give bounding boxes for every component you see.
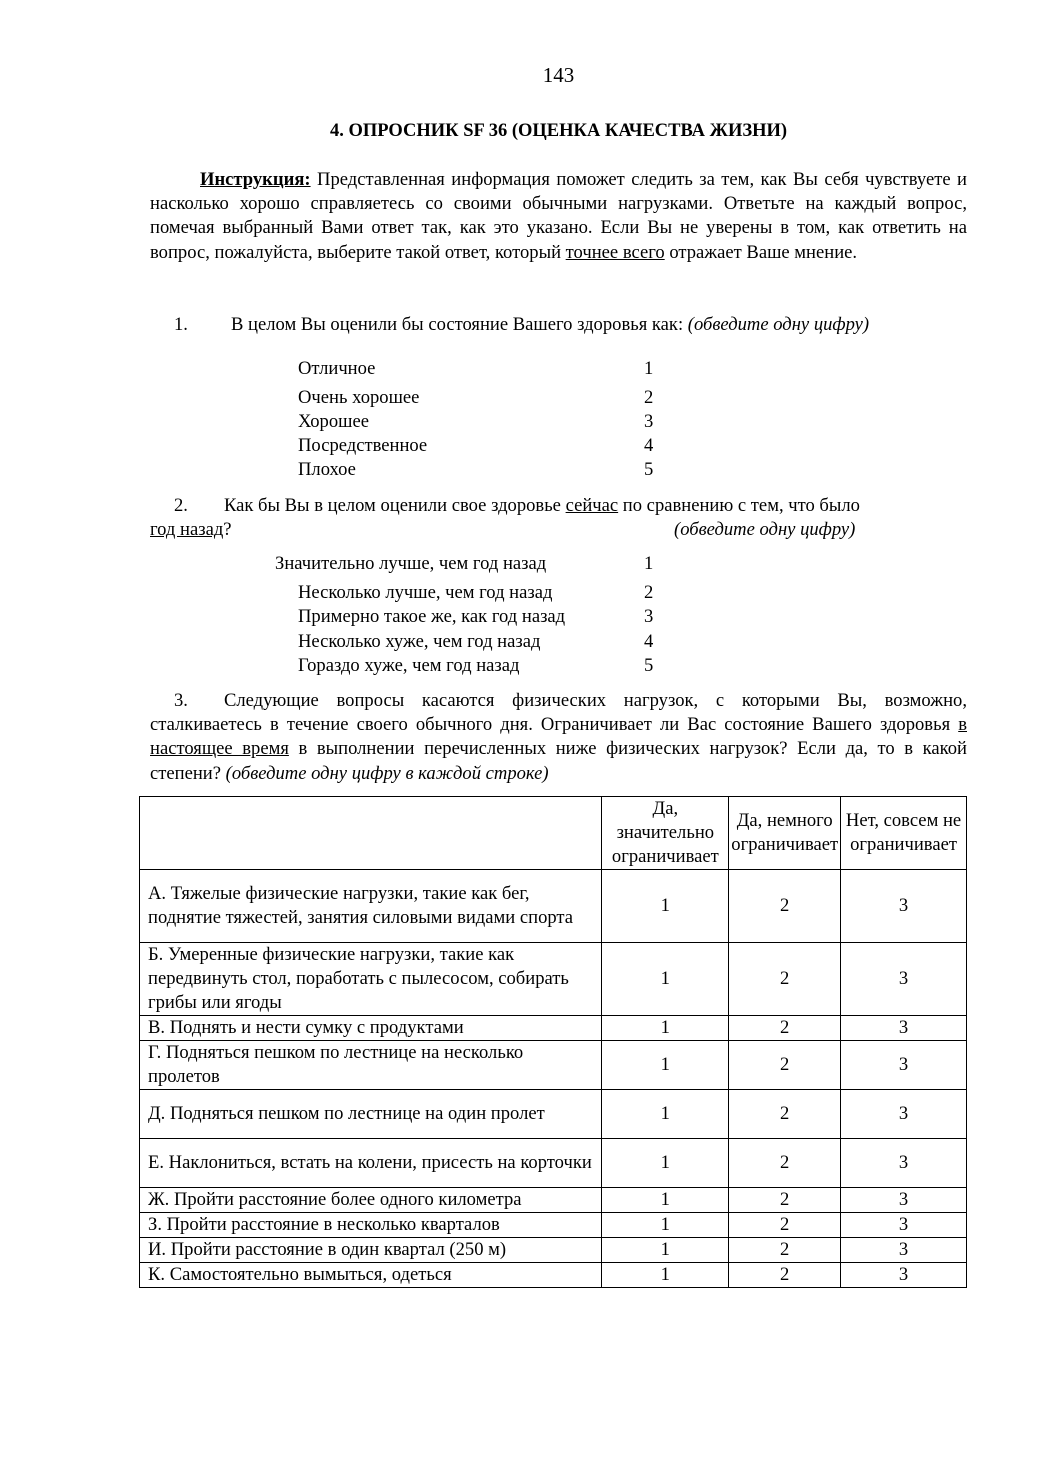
q2-year-ago: год назад: [150, 519, 224, 540]
header-col-3: Нет, совсем не ограничивает: [841, 797, 967, 870]
q2-text: Как бы Вы в целом оценили свое здоровье: [223, 495, 566, 516]
q2-number: 2.: [174, 495, 188, 516]
q2-option-label: Гораздо хуже, чем год назад: [298, 655, 520, 676]
answer-2-cell[interactable]: 2: [729, 1016, 841, 1041]
q2-option-value[interactable]: 5: [644, 655, 654, 676]
document-title: 4. ОПРОСНИК SF 36 (ОЦЕНКА КАЧЕСТВА ЖИЗНИ): [329, 121, 788, 141]
q2-question-line2: [150, 518, 232, 542]
q2-option-value[interactable]: 4: [644, 631, 654, 652]
header-activity: [140, 797, 602, 870]
q3-text-2: в выполнении перечисленных ниже физических нагрузок? Если да, то в какой степени?: [150, 738, 968, 784]
q1-option-label: Отличное: [298, 358, 376, 379]
q1-option-label: Очень хорошее: [298, 387, 420, 408]
q1-number: 1.: [174, 314, 188, 335]
q1-option-value[interactable]: 2: [644, 387, 654, 408]
instruction-paragraph: [150, 168, 967, 265]
q1-option-label: Плохое: [298, 459, 356, 480]
header-col-2: Да, немного ограничивает: [729, 797, 841, 870]
q3-emphasis: в настоящее время: [150, 714, 967, 760]
q1-text: В целом Вы оценили бы состояние Вашего здоровья как:: [231, 314, 688, 335]
answer-1-cell[interactable]: 1: [602, 1041, 729, 1090]
activity-label: В. Поднять и нести сумку с продуктами: [140, 1016, 602, 1041]
q2-text-2: по сравнению с тем, что было: [618, 495, 860, 516]
table-row: [140, 1041, 967, 1090]
instruction-text: Представленная информация поможет следить за тем, как Вы себя чувствуете и насколько хорошо справляетесь со своими обычными нагрузками. Ответьте на каждый вопрос, помечая выбранный Вами ответ так, как это указано. Если Вы не уверены в том, как ответить на вопрос, пожалуйста, выберите такой ответ, который: [150, 169, 967, 263]
activity-label: И. Пройти расстояние в один квартал (250 м): [140, 1238, 602, 1263]
q1-option-value[interactable]: 5: [644, 459, 654, 480]
q2-hint: (обведите одну цифру): [674, 519, 856, 540]
activity-label: Б. Умеренные физические нагрузки, такие как передвинуть стол, поработать с пылесосом, собирать грибы или ягоды: [140, 943, 602, 1016]
activity-label: А. Тяжелые физические нагрузки, такие как бег, поднятие тяжестей, занятия силовыми видами спорта: [140, 870, 602, 943]
activity-label: Е. Наклониться, встать на колени, присесть на корточки: [140, 1139, 602, 1188]
activity-label: З. Пройти расстояние в несколько кварталов: [140, 1213, 602, 1238]
answer-3-cell[interactable]: 3: [841, 1139, 967, 1188]
instruction-label: Инструкция:: [200, 169, 311, 190]
table-row: [140, 1016, 967, 1041]
answer-3-cell[interactable]: 3: [841, 1263, 967, 1288]
table-header-row: [140, 797, 967, 870]
answer-2-cell[interactable]: 2: [729, 1238, 841, 1263]
q1-option-value[interactable]: 3: [644, 411, 654, 432]
answer-3-cell[interactable]: 3: [841, 1090, 967, 1139]
table-row: [140, 1139, 967, 1188]
answer-1-cell[interactable]: 1: [602, 1090, 729, 1139]
q2-question: [150, 494, 967, 518]
q1-option-label: Хорошее: [298, 411, 369, 432]
table-row: [140, 1263, 967, 1288]
q1-hint: (обведите одну цифру): [687, 314, 870, 335]
q2-option-label: Несколько хуже, чем год назад: [298, 631, 541, 652]
answer-1-cell[interactable]: 1: [602, 1139, 729, 1188]
q2-option-label: Несколько лучше, чем год назад: [298, 582, 553, 603]
answer-1-cell[interactable]: 1: [602, 1238, 729, 1263]
q2-option-value[interactable]: 3: [644, 606, 654, 627]
q3-table: [139, 796, 967, 1288]
answer-2-cell[interactable]: 2: [729, 1263, 841, 1288]
answer-2-cell[interactable]: 2: [729, 870, 841, 943]
answer-1-cell[interactable]: 1: [602, 1213, 729, 1238]
instruction-emphasis: точнее всего: [565, 241, 665, 263]
answer-2-cell[interactable]: 2: [729, 943, 841, 1016]
answer-2-cell[interactable]: 2: [729, 1213, 841, 1238]
answer-1-cell[interactable]: 1: [602, 1263, 729, 1288]
table-row: [140, 1238, 967, 1263]
activity-label: Ж. Пройти расстояние более одного километра: [140, 1188, 602, 1213]
table-row: [140, 1090, 967, 1139]
q3-text: Следующие вопросы касаются физических нагрузок, с которыми Вы, возможно, сталкиваетесь в течение своего обычного дня. Ограничивает ли Вас состояние Вашего здоровья: [150, 690, 967, 736]
answer-2-cell[interactable]: 2: [729, 1041, 841, 1090]
q2-option-value[interactable]: 2: [644, 582, 654, 603]
answer-1-cell[interactable]: 1: [602, 870, 729, 943]
q2-option-value[interactable]: 1: [644, 553, 654, 574]
answer-3-cell[interactable]: 3: [841, 870, 967, 943]
q2-option-label: Значительно лучше, чем год назад: [275, 553, 547, 574]
activity-label: Г. Подняться пешком по лестнице на несколько пролетов: [140, 1041, 602, 1090]
q2-option-label: Примерно такое же, как год назад: [298, 606, 566, 627]
q2-text-3: ?: [223, 519, 232, 540]
answer-1-cell[interactable]: 1: [602, 1016, 729, 1041]
q1-option-value[interactable]: 4: [644, 435, 654, 456]
answer-3-cell[interactable]: 3: [841, 943, 967, 1016]
q1-option-label: Посредственное: [298, 435, 428, 456]
answer-2-cell[interactable]: 2: [729, 1090, 841, 1139]
answer-3-cell[interactable]: 3: [841, 1016, 967, 1041]
table-row: [140, 870, 967, 943]
activity-label: Д. Подняться пешком по лестнице на один пролет: [140, 1090, 602, 1139]
q3-question: [150, 689, 967, 786]
table-row: [140, 1213, 967, 1238]
table-row: [140, 1188, 967, 1213]
answer-1-cell[interactable]: 1: [602, 943, 729, 1016]
answer-2-cell[interactable]: 2: [729, 1139, 841, 1188]
q1-question: [231, 313, 869, 337]
table-row: [140, 943, 967, 1016]
header-col-1: Да, значительно ограничивает: [602, 797, 729, 870]
answer-3-cell[interactable]: 3: [841, 1238, 967, 1263]
q2-now: сейчас: [565, 495, 619, 516]
answer-2-cell[interactable]: 2: [729, 1188, 841, 1213]
page-number: 143: [542, 63, 575, 87]
q3-hint: (обведите одну цифру в каждой строке): [225, 762, 549, 784]
answer-3-cell[interactable]: 3: [841, 1188, 967, 1213]
instruction-text-end: отражает Ваше мнение.: [664, 241, 858, 263]
activity-label: К. Самостоятельно вымыться, одеться: [140, 1263, 602, 1288]
answer-1-cell[interactable]: 1: [602, 1188, 729, 1213]
q3-number: 3.: [174, 690, 188, 711]
answer-3-cell[interactable]: 3: [841, 1041, 967, 1090]
answer-3-cell[interactable]: 3: [841, 1213, 967, 1238]
q1-option-value[interactable]: 1: [644, 358, 654, 379]
